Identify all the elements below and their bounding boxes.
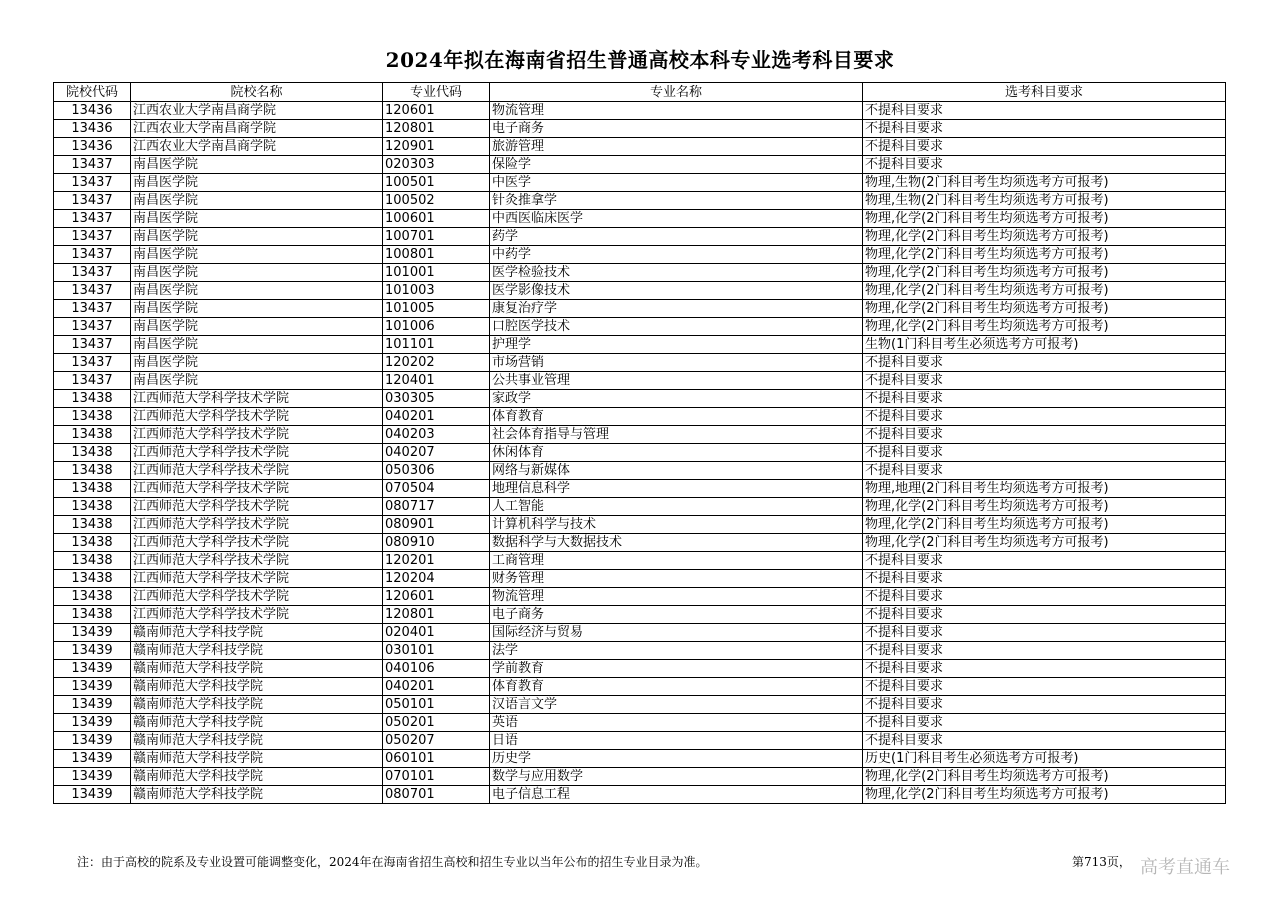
cell-school-name: 南昌医学院 [131, 174, 383, 192]
cell-school-name: 江西师范大学科学技术学院 [131, 462, 383, 480]
cell-school-code: 13438 [54, 516, 131, 534]
cell-school-code: 13436 [54, 120, 131, 138]
cell-subject-requirement: 不提科目要求 [863, 570, 1226, 588]
table-row [54, 174, 1226, 192]
cell-major-name: 公共事业管理 [490, 372, 863, 390]
table-row [54, 768, 1226, 786]
cell-major-code: 101006 [383, 318, 490, 336]
table-row [54, 480, 1226, 498]
cell-major-name: 财务管理 [490, 570, 863, 588]
table-row [54, 660, 1226, 678]
cell-school-name: 赣南师范大学科技学院 [131, 624, 383, 642]
cell-school-code: 13439 [54, 696, 131, 714]
header-school-code: 院校代码 [54, 83, 131, 102]
cell-school-code: 13437 [54, 372, 131, 390]
cell-major-name: 体育教育 [490, 678, 863, 696]
cell-school-code: 13437 [54, 192, 131, 210]
cell-subject-requirement: 不提科目要求 [863, 678, 1226, 696]
cell-major-code: 101101 [383, 336, 490, 354]
cell-major-name: 电子信息工程 [490, 786, 863, 804]
cell-school-code: 13438 [54, 480, 131, 498]
cell-school-name: 赣南师范大学科技学院 [131, 768, 383, 786]
cell-school-name: 江西师范大学科学技术学院 [131, 570, 383, 588]
cell-major-name: 康复治疗学 [490, 300, 863, 318]
cell-school-code: 13437 [54, 174, 131, 192]
cell-school-name: 赣南师范大学科技学院 [131, 678, 383, 696]
cell-school-code: 13439 [54, 732, 131, 750]
cell-subject-requirement: 不提科目要求 [863, 390, 1226, 408]
table-row [54, 336, 1226, 354]
header-major-code: 专业代码 [383, 83, 490, 102]
cell-major-code: 040106 [383, 660, 490, 678]
cell-subject-requirement: 物理,化学(2门科目考生均须选考方可报考) [863, 246, 1226, 264]
cell-major-name: 药学 [490, 228, 863, 246]
header-subject-requirement: 选考科目要求 [863, 83, 1226, 102]
cell-major-name: 日语 [490, 732, 863, 750]
table-row [54, 588, 1226, 606]
cell-school-code: 13438 [54, 408, 131, 426]
cell-major-name: 中西医临床医学 [490, 210, 863, 228]
cell-major-name: 人工智能 [490, 498, 863, 516]
cell-school-name: 南昌医学院 [131, 372, 383, 390]
cell-subject-requirement: 不提科目要求 [863, 138, 1226, 156]
table-row [54, 516, 1226, 534]
table-row [54, 372, 1226, 390]
cell-school-code: 13439 [54, 768, 131, 786]
cell-school-code: 13438 [54, 498, 131, 516]
cell-major-code: 020303 [383, 156, 490, 174]
cell-major-code: 120601 [383, 588, 490, 606]
cell-major-code: 100801 [383, 246, 490, 264]
cell-school-code: 13436 [54, 102, 131, 120]
watermark: 高考直通车 [1140, 857, 1230, 878]
table-row [54, 354, 1226, 372]
cell-school-name: 赣南师范大学科技学院 [131, 750, 383, 768]
cell-school-name: 南昌医学院 [131, 282, 383, 300]
cell-school-name: 南昌医学院 [131, 264, 383, 282]
cell-school-code: 13439 [54, 642, 131, 660]
table-row [54, 102, 1226, 120]
cell-major-code: 120601 [383, 102, 490, 120]
cell-major-code: 120801 [383, 606, 490, 624]
table-row [54, 624, 1226, 642]
cell-major-name: 医学影像技术 [490, 282, 863, 300]
cell-major-code: 070101 [383, 768, 490, 786]
cell-subject-requirement: 历史(1门科目考生必须选考方可报考) [863, 750, 1226, 768]
cell-subject-requirement: 不提科目要求 [863, 426, 1226, 444]
table-row [54, 192, 1226, 210]
cell-school-name: 江西师范大学科学技术学院 [131, 534, 383, 552]
cell-school-name: 赣南师范大学科技学院 [131, 786, 383, 804]
table-row [54, 228, 1226, 246]
table-row [54, 426, 1226, 444]
cell-school-name: 南昌医学院 [131, 300, 383, 318]
cell-school-name: 赣南师范大学科技学院 [131, 660, 383, 678]
cell-school-code: 13438 [54, 444, 131, 462]
cell-major-name: 法学 [490, 642, 863, 660]
cell-school-code: 13438 [54, 426, 131, 444]
cell-major-name: 家政学 [490, 390, 863, 408]
cell-major-name: 地理信息科学 [490, 480, 863, 498]
cell-school-name: 江西师范大学科学技术学院 [131, 516, 383, 534]
cell-school-code: 13437 [54, 210, 131, 228]
table-row [54, 120, 1226, 138]
cell-school-name: 江西师范大学科学技术学院 [131, 426, 383, 444]
cell-school-code: 13439 [54, 714, 131, 732]
cell-school-name: 南昌医学院 [131, 192, 383, 210]
cell-major-name: 休闲体育 [490, 444, 863, 462]
cell-major-name: 计算机科学与技术 [490, 516, 863, 534]
cell-subject-requirement: 物理,化学(2门科目考生均须选考方可报考) [863, 534, 1226, 552]
cell-school-code: 13437 [54, 228, 131, 246]
cell-school-name: 赣南师范大学科技学院 [131, 714, 383, 732]
page-title: 2024年拟在海南省招生普通高校本科专业选考科目要求 [385, 48, 895, 72]
cell-school-code: 13438 [54, 606, 131, 624]
cell-subject-requirement: 不提科目要求 [863, 642, 1226, 660]
cell-major-name: 网络与新媒体 [490, 462, 863, 480]
cell-school-code: 13437 [54, 264, 131, 282]
cell-major-code: 120901 [383, 138, 490, 156]
cell-major-name: 护理学 [490, 336, 863, 354]
cell-subject-requirement: 物理,化学(2门科目考生均须选考方可报考) [863, 282, 1226, 300]
cell-major-name: 物流管理 [490, 588, 863, 606]
cell-major-code: 040201 [383, 678, 490, 696]
cell-school-code: 13437 [54, 246, 131, 264]
cell-major-code: 040203 [383, 426, 490, 444]
table-row [54, 462, 1226, 480]
cell-subject-requirement: 不提科目要求 [863, 660, 1226, 678]
cell-school-name: 江西师范大学科学技术学院 [131, 588, 383, 606]
cell-major-name: 汉语言文学 [490, 696, 863, 714]
cell-major-name: 医学检验技术 [490, 264, 863, 282]
table-row [54, 552, 1226, 570]
cell-subject-requirement: 不提科目要求 [863, 102, 1226, 120]
cell-major-code: 050201 [383, 714, 490, 732]
cell-subject-requirement: 物理,化学(2门科目考生均须选考方可报考) [863, 264, 1226, 282]
cell-subject-requirement: 不提科目要求 [863, 696, 1226, 714]
table-row [54, 444, 1226, 462]
cell-major-name: 市场营销 [490, 354, 863, 372]
cell-school-code: 13437 [54, 282, 131, 300]
table-row [54, 300, 1226, 318]
cell-school-name: 南昌医学院 [131, 228, 383, 246]
table-body [54, 102, 1226, 804]
cell-subject-requirement: 不提科目要求 [863, 588, 1226, 606]
cell-school-code: 13438 [54, 390, 131, 408]
cell-major-code: 120801 [383, 120, 490, 138]
cell-major-code: 100701 [383, 228, 490, 246]
table-row [54, 282, 1226, 300]
table-row [54, 606, 1226, 624]
cell-major-name: 针灸推拿学 [490, 192, 863, 210]
cell-major-code: 020401 [383, 624, 490, 642]
cell-school-code: 13437 [54, 354, 131, 372]
cell-school-name: 赣南师范大学科技学院 [131, 696, 383, 714]
cell-major-code: 040207 [383, 444, 490, 462]
table-row [54, 732, 1226, 750]
cell-major-name: 保险学 [490, 156, 863, 174]
cell-major-code: 030101 [383, 642, 490, 660]
cell-major-name: 旅游管理 [490, 138, 863, 156]
cell-major-code: 070504 [383, 480, 490, 498]
cell-subject-requirement: 物理,化学(2门科目考生均须选考方可报考) [863, 300, 1226, 318]
cell-subject-requirement: 不提科目要求 [863, 606, 1226, 624]
cell-school-code: 13438 [54, 534, 131, 552]
cell-school-code: 13437 [54, 300, 131, 318]
footer-note: 注：由于高校的院系及专业设置可能调整变化，2024年在海南省招生高校和招生专业以当年公布的招生专业目录为准。 [77, 855, 708, 869]
cell-major-code: 030305 [383, 390, 490, 408]
cell-subject-requirement: 物理,化学(2门科目考生均须选考方可报考) [863, 210, 1226, 228]
cell-school-code: 13439 [54, 678, 131, 696]
cell-subject-requirement: 物理,化学(2门科目考生均须选考方可报考) [863, 228, 1226, 246]
table-row [54, 408, 1226, 426]
cell-subject-requirement: 不提科目要求 [863, 624, 1226, 642]
cell-school-code: 13437 [54, 336, 131, 354]
cell-school-name: 赣南师范大学科技学院 [131, 642, 383, 660]
cell-school-code: 13438 [54, 552, 131, 570]
cell-subject-requirement: 不提科目要求 [863, 156, 1226, 174]
table-row [54, 264, 1226, 282]
cell-school-name: 江西师范大学科学技术学院 [131, 444, 383, 462]
cell-school-code: 13438 [54, 570, 131, 588]
cell-subject-requirement: 不提科目要求 [863, 732, 1226, 750]
cell-major-name: 体育教育 [490, 408, 863, 426]
cell-subject-requirement: 物理,生物(2门科目考生均须选考方可报考) [863, 174, 1226, 192]
cell-school-name: 南昌医学院 [131, 210, 383, 228]
cell-subject-requirement: 不提科目要求 [863, 444, 1226, 462]
table-row [54, 138, 1226, 156]
cell-subject-requirement: 不提科目要求 [863, 552, 1226, 570]
cell-school-code: 13439 [54, 786, 131, 804]
cell-school-code: 13438 [54, 462, 131, 480]
cell-major-name: 数据科学与大数据技术 [490, 534, 863, 552]
cell-subject-requirement: 不提科目要求 [863, 372, 1226, 390]
cell-major-name: 历史学 [490, 750, 863, 768]
table-row [54, 750, 1226, 768]
cell-major-name: 工商管理 [490, 552, 863, 570]
cell-school-name: 南昌医学院 [131, 156, 383, 174]
cell-subject-requirement: 不提科目要求 [863, 462, 1226, 480]
cell-subject-requirement: 物理,化学(2门科目考生均须选考方可报考) [863, 768, 1226, 786]
cell-school-name: 江西师范大学科学技术学院 [131, 480, 383, 498]
header-school-name: 院校名称 [131, 83, 383, 102]
cell-school-name: 江西农业大学南昌商学院 [131, 120, 383, 138]
cell-major-code: 060101 [383, 750, 490, 768]
cell-major-code: 120201 [383, 552, 490, 570]
cell-school-name: 南昌医学院 [131, 246, 383, 264]
cell-school-code: 13437 [54, 318, 131, 336]
cell-major-code: 050101 [383, 696, 490, 714]
table-row [54, 390, 1226, 408]
cell-school-name: 江西农业大学南昌商学院 [131, 138, 383, 156]
cell-school-name: 江西师范大学科学技术学院 [131, 390, 383, 408]
cell-major-code: 040201 [383, 408, 490, 426]
requirements-table [53, 82, 1226, 804]
cell-major-name: 数学与应用数学 [490, 768, 863, 786]
cell-school-name: 江西师范大学科学技术学院 [131, 606, 383, 624]
header-major-name: 专业名称 [490, 83, 863, 102]
cell-school-name: 江西师范大学科学技术学院 [131, 498, 383, 516]
cell-school-code: 13439 [54, 660, 131, 678]
cell-school-name: 江西农业大学南昌商学院 [131, 102, 383, 120]
cell-major-code: 100601 [383, 210, 490, 228]
cell-major-code: 120401 [383, 372, 490, 390]
table-row [54, 642, 1226, 660]
cell-subject-requirement: 物理,化学(2门科目考生均须选考方可报考) [863, 498, 1226, 516]
table-row [54, 210, 1226, 228]
cell-school-name: 赣南师范大学科技学院 [131, 732, 383, 750]
table-header-row [54, 83, 1226, 102]
cell-major-code: 120202 [383, 354, 490, 372]
table-row [54, 570, 1226, 588]
table-row [54, 534, 1226, 552]
table-row [54, 156, 1226, 174]
cell-subject-requirement: 不提科目要求 [863, 354, 1226, 372]
cell-major-name: 英语 [490, 714, 863, 732]
cell-major-name: 电子商务 [490, 120, 863, 138]
table-row [54, 246, 1226, 264]
cell-subject-requirement: 生物(1门科目考生必须选考方可报考) [863, 336, 1226, 354]
cell-school-name: 南昌医学院 [131, 336, 383, 354]
cell-major-code: 100502 [383, 192, 490, 210]
cell-major-code: 100501 [383, 174, 490, 192]
cell-school-code: 13439 [54, 624, 131, 642]
cell-major-code: 080717 [383, 498, 490, 516]
cell-major-name: 学前教育 [490, 660, 863, 678]
cell-major-name: 物流管理 [490, 102, 863, 120]
cell-major-code: 080910 [383, 534, 490, 552]
table-row [54, 696, 1226, 714]
cell-subject-requirement: 物理,生物(2门科目考生均须选考方可报考) [863, 192, 1226, 210]
cell-subject-requirement: 物理,化学(2门科目考生均须选考方可报考) [863, 318, 1226, 336]
table-row [54, 678, 1226, 696]
cell-school-name: 江西师范大学科学技术学院 [131, 552, 383, 570]
cell-school-name: 江西师范大学科学技术学院 [131, 408, 383, 426]
cell-major-code: 101003 [383, 282, 490, 300]
cell-major-code: 120204 [383, 570, 490, 588]
cell-subject-requirement: 物理,化学(2门科目考生均须选考方可报考) [863, 786, 1226, 804]
cell-school-name: 南昌医学院 [131, 318, 383, 336]
cell-school-code: 13436 [54, 138, 131, 156]
cell-school-code: 13439 [54, 750, 131, 768]
cell-major-name: 中医学 [490, 174, 863, 192]
table-row [54, 714, 1226, 732]
cell-subject-requirement: 不提科目要求 [863, 120, 1226, 138]
cell-major-name: 国际经济与贸易 [490, 624, 863, 642]
table-row [54, 498, 1226, 516]
table-row [54, 786, 1226, 804]
cell-subject-requirement: 物理,化学(2门科目考生均须选考方可报考) [863, 516, 1226, 534]
cell-major-code: 101005 [383, 300, 490, 318]
cell-major-code: 080701 [383, 786, 490, 804]
cell-subject-requirement: 不提科目要求 [863, 714, 1226, 732]
cell-major-code: 101001 [383, 264, 490, 282]
cell-school-code: 13437 [54, 156, 131, 174]
cell-subject-requirement: 物理,地理(2门科目考生均须选考方可报考) [863, 480, 1226, 498]
table-row [54, 318, 1226, 336]
cell-school-name: 南昌医学院 [131, 354, 383, 372]
cell-major-name: 中药学 [490, 246, 863, 264]
page-number: 第713页， [1072, 855, 1131, 869]
cell-major-name: 口腔医学技术 [490, 318, 863, 336]
cell-major-name: 电子商务 [490, 606, 863, 624]
cell-major-code: 080901 [383, 516, 490, 534]
cell-major-code: 050306 [383, 462, 490, 480]
cell-school-code: 13438 [54, 588, 131, 606]
cell-subject-requirement: 不提科目要求 [863, 408, 1226, 426]
cell-major-name: 社会体育指导与管理 [490, 426, 863, 444]
cell-major-code: 050207 [383, 732, 490, 750]
